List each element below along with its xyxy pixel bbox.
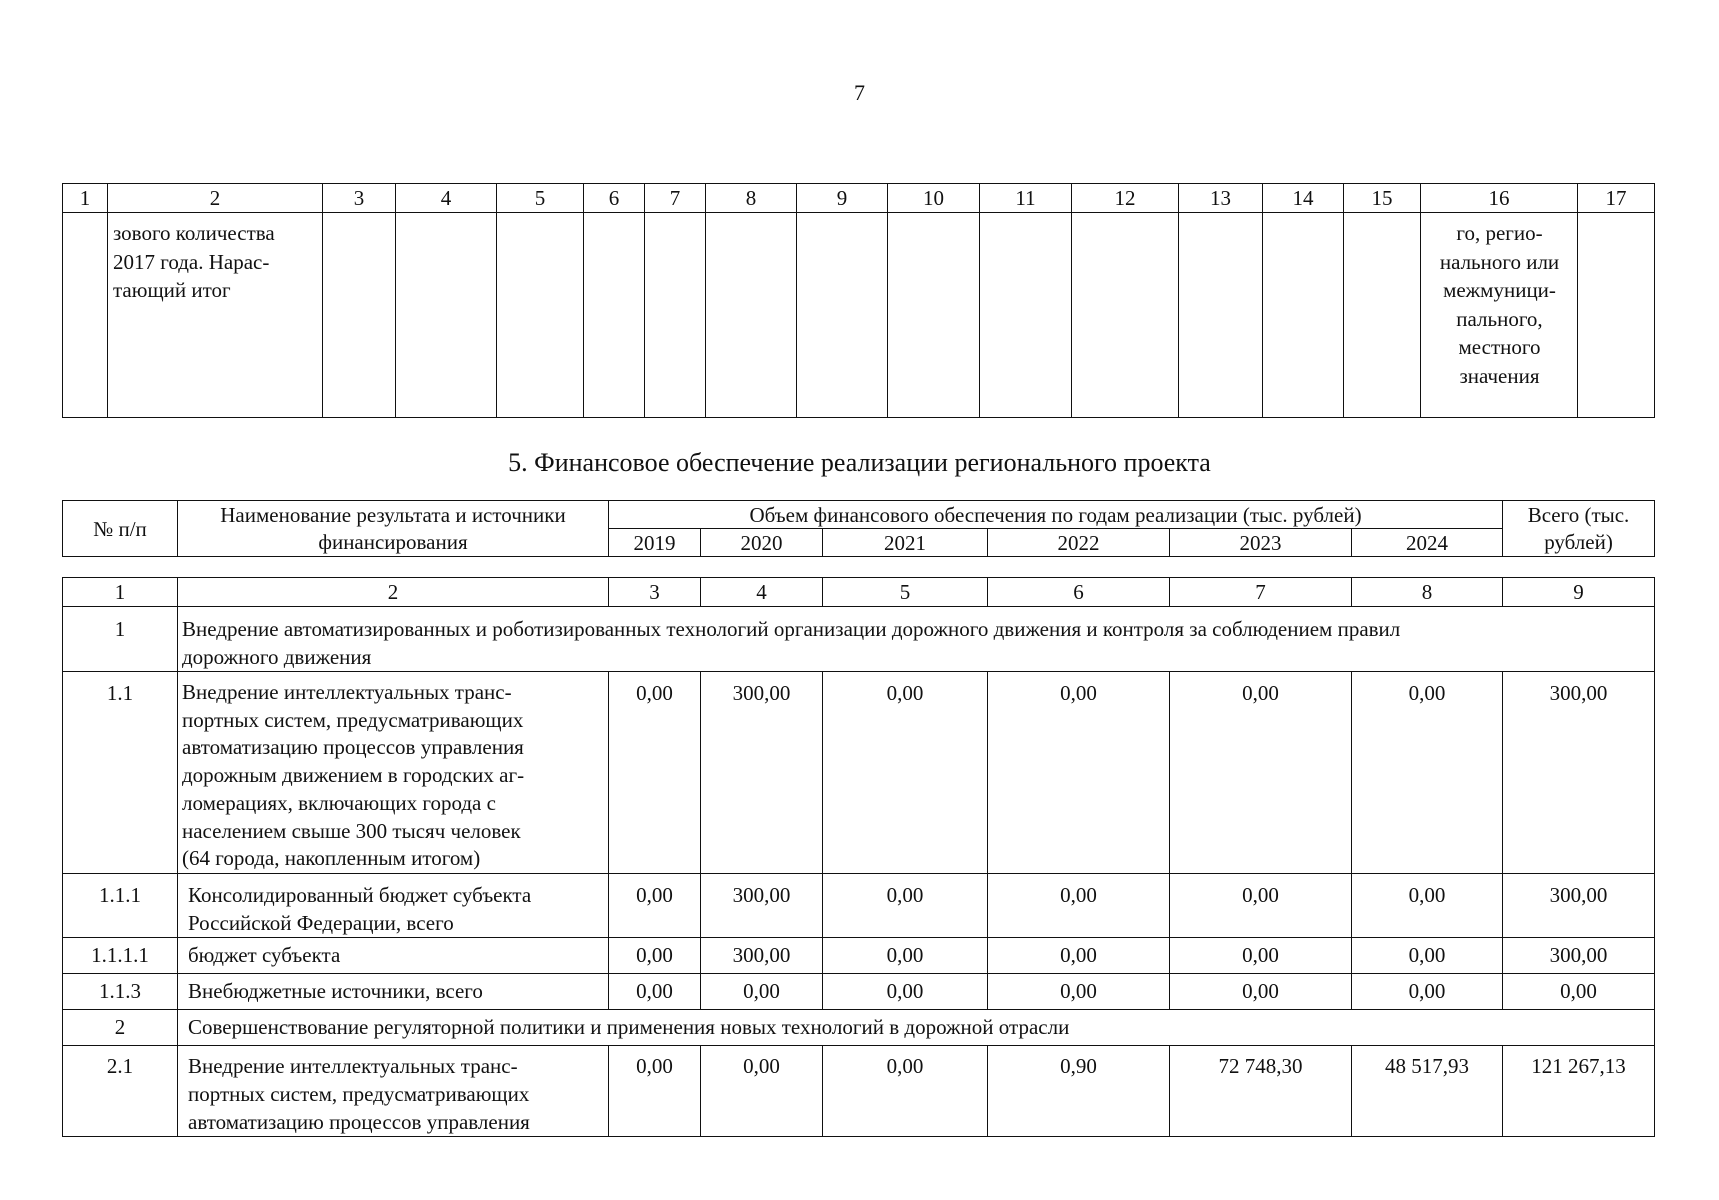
col-number: 6 bbox=[584, 184, 645, 213]
table-row bbox=[63, 873, 1655, 937]
text-line: портных систем, предусматривающих bbox=[188, 1081, 530, 1106]
col-number: 6 bbox=[988, 578, 1170, 607]
col-number: 2 bbox=[108, 184, 323, 213]
row-name bbox=[178, 973, 609, 1009]
row-number: 2 bbox=[63, 1009, 178, 1045]
text-line: местного bbox=[1458, 335, 1541, 359]
page-number: 7 bbox=[854, 80, 865, 105]
row-number: 1.1.1.1 bbox=[63, 937, 178, 973]
col-number: 14 bbox=[1263, 184, 1344, 213]
col-number: 5 bbox=[497, 184, 584, 213]
header-year: 2019 bbox=[609, 529, 701, 557]
text-line: Внедрение интеллектуальных транс- bbox=[182, 680, 512, 704]
value-cell: 0,00 bbox=[609, 672, 701, 874]
value-cell: 0,00 bbox=[609, 937, 701, 973]
value-cell: 0,00 bbox=[1170, 873, 1352, 937]
finance-table bbox=[62, 577, 1655, 1137]
row-number: 1.1 bbox=[63, 672, 178, 874]
value-cell: 0,00 bbox=[701, 1045, 823, 1136]
col-number: 4 bbox=[396, 184, 497, 213]
row-number: 1.1.1 bbox=[63, 873, 178, 937]
col-number: 8 bbox=[706, 184, 797, 213]
value-cell: 0,00 bbox=[988, 873, 1170, 937]
value-cell: 0,00 bbox=[823, 1045, 988, 1136]
text-line: нального или bbox=[1439, 249, 1560, 274]
text-line: Совершенствование регуляторной политики и применения новых технологий в дорожной отрасли bbox=[188, 1015, 1070, 1040]
text-line: портных систем, предусматривающих bbox=[182, 707, 524, 732]
text-line: бюджет субъекта bbox=[188, 943, 341, 968]
col-number: 1 bbox=[63, 578, 178, 607]
section-row-text bbox=[178, 1009, 1655, 1045]
section-title: 5. Финансовое обеспечение реализации регионального проекта bbox=[508, 448, 1211, 477]
text-line: Внедрение автоматизированных и роботизированных технологий организации дорожного движения и контроля за соблюдением правил bbox=[182, 617, 1401, 641]
value-cell: 0,00 bbox=[988, 937, 1170, 973]
col-number: 7 bbox=[645, 184, 706, 213]
col-number: 3 bbox=[323, 184, 396, 213]
table-row bbox=[63, 672, 1655, 874]
continuation-level-cell bbox=[1421, 213, 1578, 418]
col-number: 16 bbox=[1421, 184, 1578, 213]
value-cell: 0,00 bbox=[823, 672, 988, 874]
total-cell: 300,00 bbox=[1503, 937, 1655, 973]
text-line: Внедрение интеллектуальных транс- bbox=[188, 1053, 518, 1078]
col-number: 8 bbox=[1352, 578, 1503, 607]
col-number: 11 bbox=[980, 184, 1072, 213]
table-row bbox=[63, 973, 1655, 1009]
col-number: 7 bbox=[1170, 578, 1352, 607]
total-cell: 300,00 bbox=[1503, 672, 1655, 874]
row-name bbox=[178, 1045, 609, 1136]
text-line: дорожным движением в городских аг- bbox=[182, 763, 525, 788]
table-row bbox=[63, 607, 1655, 672]
row-number: 2.1 bbox=[63, 1045, 178, 1136]
row-name bbox=[178, 873, 609, 937]
text-line: пального, bbox=[1456, 306, 1543, 331]
value-cell: 0,00 bbox=[823, 873, 988, 937]
total-cell: 300,00 bbox=[1503, 873, 1655, 937]
col-number: 5 bbox=[823, 578, 988, 607]
table-row bbox=[63, 1009, 1655, 1045]
header-year: 2024 bbox=[1352, 529, 1503, 557]
row-name bbox=[178, 672, 609, 874]
section-row-text bbox=[178, 607, 1655, 672]
value-cell: 0,00 bbox=[823, 937, 988, 973]
total-cell: 121 267,13 bbox=[1503, 1045, 1655, 1136]
finance-header-table bbox=[62, 500, 1655, 557]
col-number: 3 bbox=[609, 578, 701, 607]
value-cell: 0,00 bbox=[1352, 973, 1503, 1009]
value-cell: 0,00 bbox=[1352, 672, 1503, 874]
value-cell: 0,00 bbox=[701, 973, 823, 1009]
text-line: (64 города, накопленным итогом) bbox=[182, 846, 481, 871]
header-name-line2: финансирования bbox=[178, 529, 609, 557]
value-cell: 0,00 bbox=[609, 973, 701, 1009]
text-line: тающий итог bbox=[113, 278, 231, 302]
header-year: 2021 bbox=[823, 529, 988, 557]
col-number: 17 bbox=[1578, 184, 1655, 213]
value-cell: 0,00 bbox=[1170, 672, 1352, 874]
text-line: дорожного движения bbox=[182, 645, 372, 669]
value-cell: 300,00 bbox=[701, 937, 823, 973]
value-cell: 0,00 bbox=[609, 1045, 701, 1136]
text-line: населением свыше 300 тысяч человек bbox=[182, 818, 521, 843]
value-cell: 0,00 bbox=[988, 672, 1170, 874]
table-row bbox=[63, 1045, 1655, 1136]
continuation-column-numbers bbox=[63, 184, 1655, 213]
header-no: № п/п bbox=[63, 501, 178, 557]
col-number: 9 bbox=[797, 184, 888, 213]
col-number: 9 bbox=[1503, 578, 1655, 607]
total-cell: 0,00 bbox=[1503, 973, 1655, 1009]
value-cell: 300,00 bbox=[701, 672, 823, 874]
header-year: 2020 bbox=[701, 529, 823, 557]
text-line: межмуници- bbox=[1443, 278, 1556, 302]
text-line: 2017 года. Нарас- bbox=[113, 249, 270, 274]
header-total-line2: рублей) bbox=[1503, 529, 1655, 557]
header-volume: Объем финансового обеспечения по годам реализации (тыс. рублей) bbox=[609, 501, 1503, 529]
header-year: 2022 bbox=[988, 529, 1170, 557]
text-line: Российской Федерации, всего bbox=[188, 910, 454, 935]
finance-column-numbers bbox=[63, 578, 1655, 607]
value-cell: 0,00 bbox=[609, 873, 701, 937]
header-year: 2023 bbox=[1170, 529, 1352, 557]
continuation-name-cell bbox=[108, 213, 323, 418]
value-cell: 0,00 bbox=[1352, 937, 1503, 973]
value-cell: 72 748,30 bbox=[1170, 1045, 1352, 1136]
col-number: 4 bbox=[701, 578, 823, 607]
col-number: 2 bbox=[178, 578, 609, 607]
value-cell: 300,00 bbox=[701, 873, 823, 937]
text-line: го, регио- bbox=[1456, 221, 1543, 245]
text-line: автоматизацию процессов управления bbox=[182, 735, 524, 760]
text-line: Консолидированный бюджет субъекта bbox=[188, 882, 532, 907]
header-total-line1: Всего (тыс. bbox=[1503, 501, 1655, 529]
text-line: ломерациях, включающих города с bbox=[182, 790, 496, 815]
value-cell: 0,90 bbox=[988, 1045, 1170, 1136]
text-line: автоматизацию процессов управления bbox=[188, 1109, 530, 1134]
header-name-line1: Наименование результата и источники bbox=[178, 501, 609, 529]
value-cell: 0,00 bbox=[988, 973, 1170, 1009]
row-name bbox=[178, 937, 609, 973]
table-row bbox=[63, 937, 1655, 973]
text-line: значения bbox=[1459, 363, 1540, 388]
value-cell: 0,00 bbox=[1170, 973, 1352, 1009]
col-number: 15 bbox=[1344, 184, 1421, 213]
value-cell: 0,00 bbox=[1170, 937, 1352, 973]
row-number: 1 bbox=[63, 607, 178, 672]
col-number: 10 bbox=[888, 184, 980, 213]
row-number: 1.1.3 bbox=[63, 973, 178, 1009]
value-cell: 48 517,93 bbox=[1352, 1045, 1503, 1136]
value-cell: 0,00 bbox=[823, 973, 988, 1009]
col-number: 13 bbox=[1179, 184, 1263, 213]
col-number: 1 bbox=[63, 184, 108, 213]
continuation-table bbox=[62, 183, 1655, 418]
text-line: Внебюджетные источники, всего bbox=[188, 979, 483, 1004]
text-line: зового количества bbox=[113, 221, 275, 245]
continuation-row bbox=[63, 213, 1655, 418]
col-number: 12 bbox=[1072, 184, 1179, 213]
value-cell: 0,00 bbox=[1352, 873, 1503, 937]
